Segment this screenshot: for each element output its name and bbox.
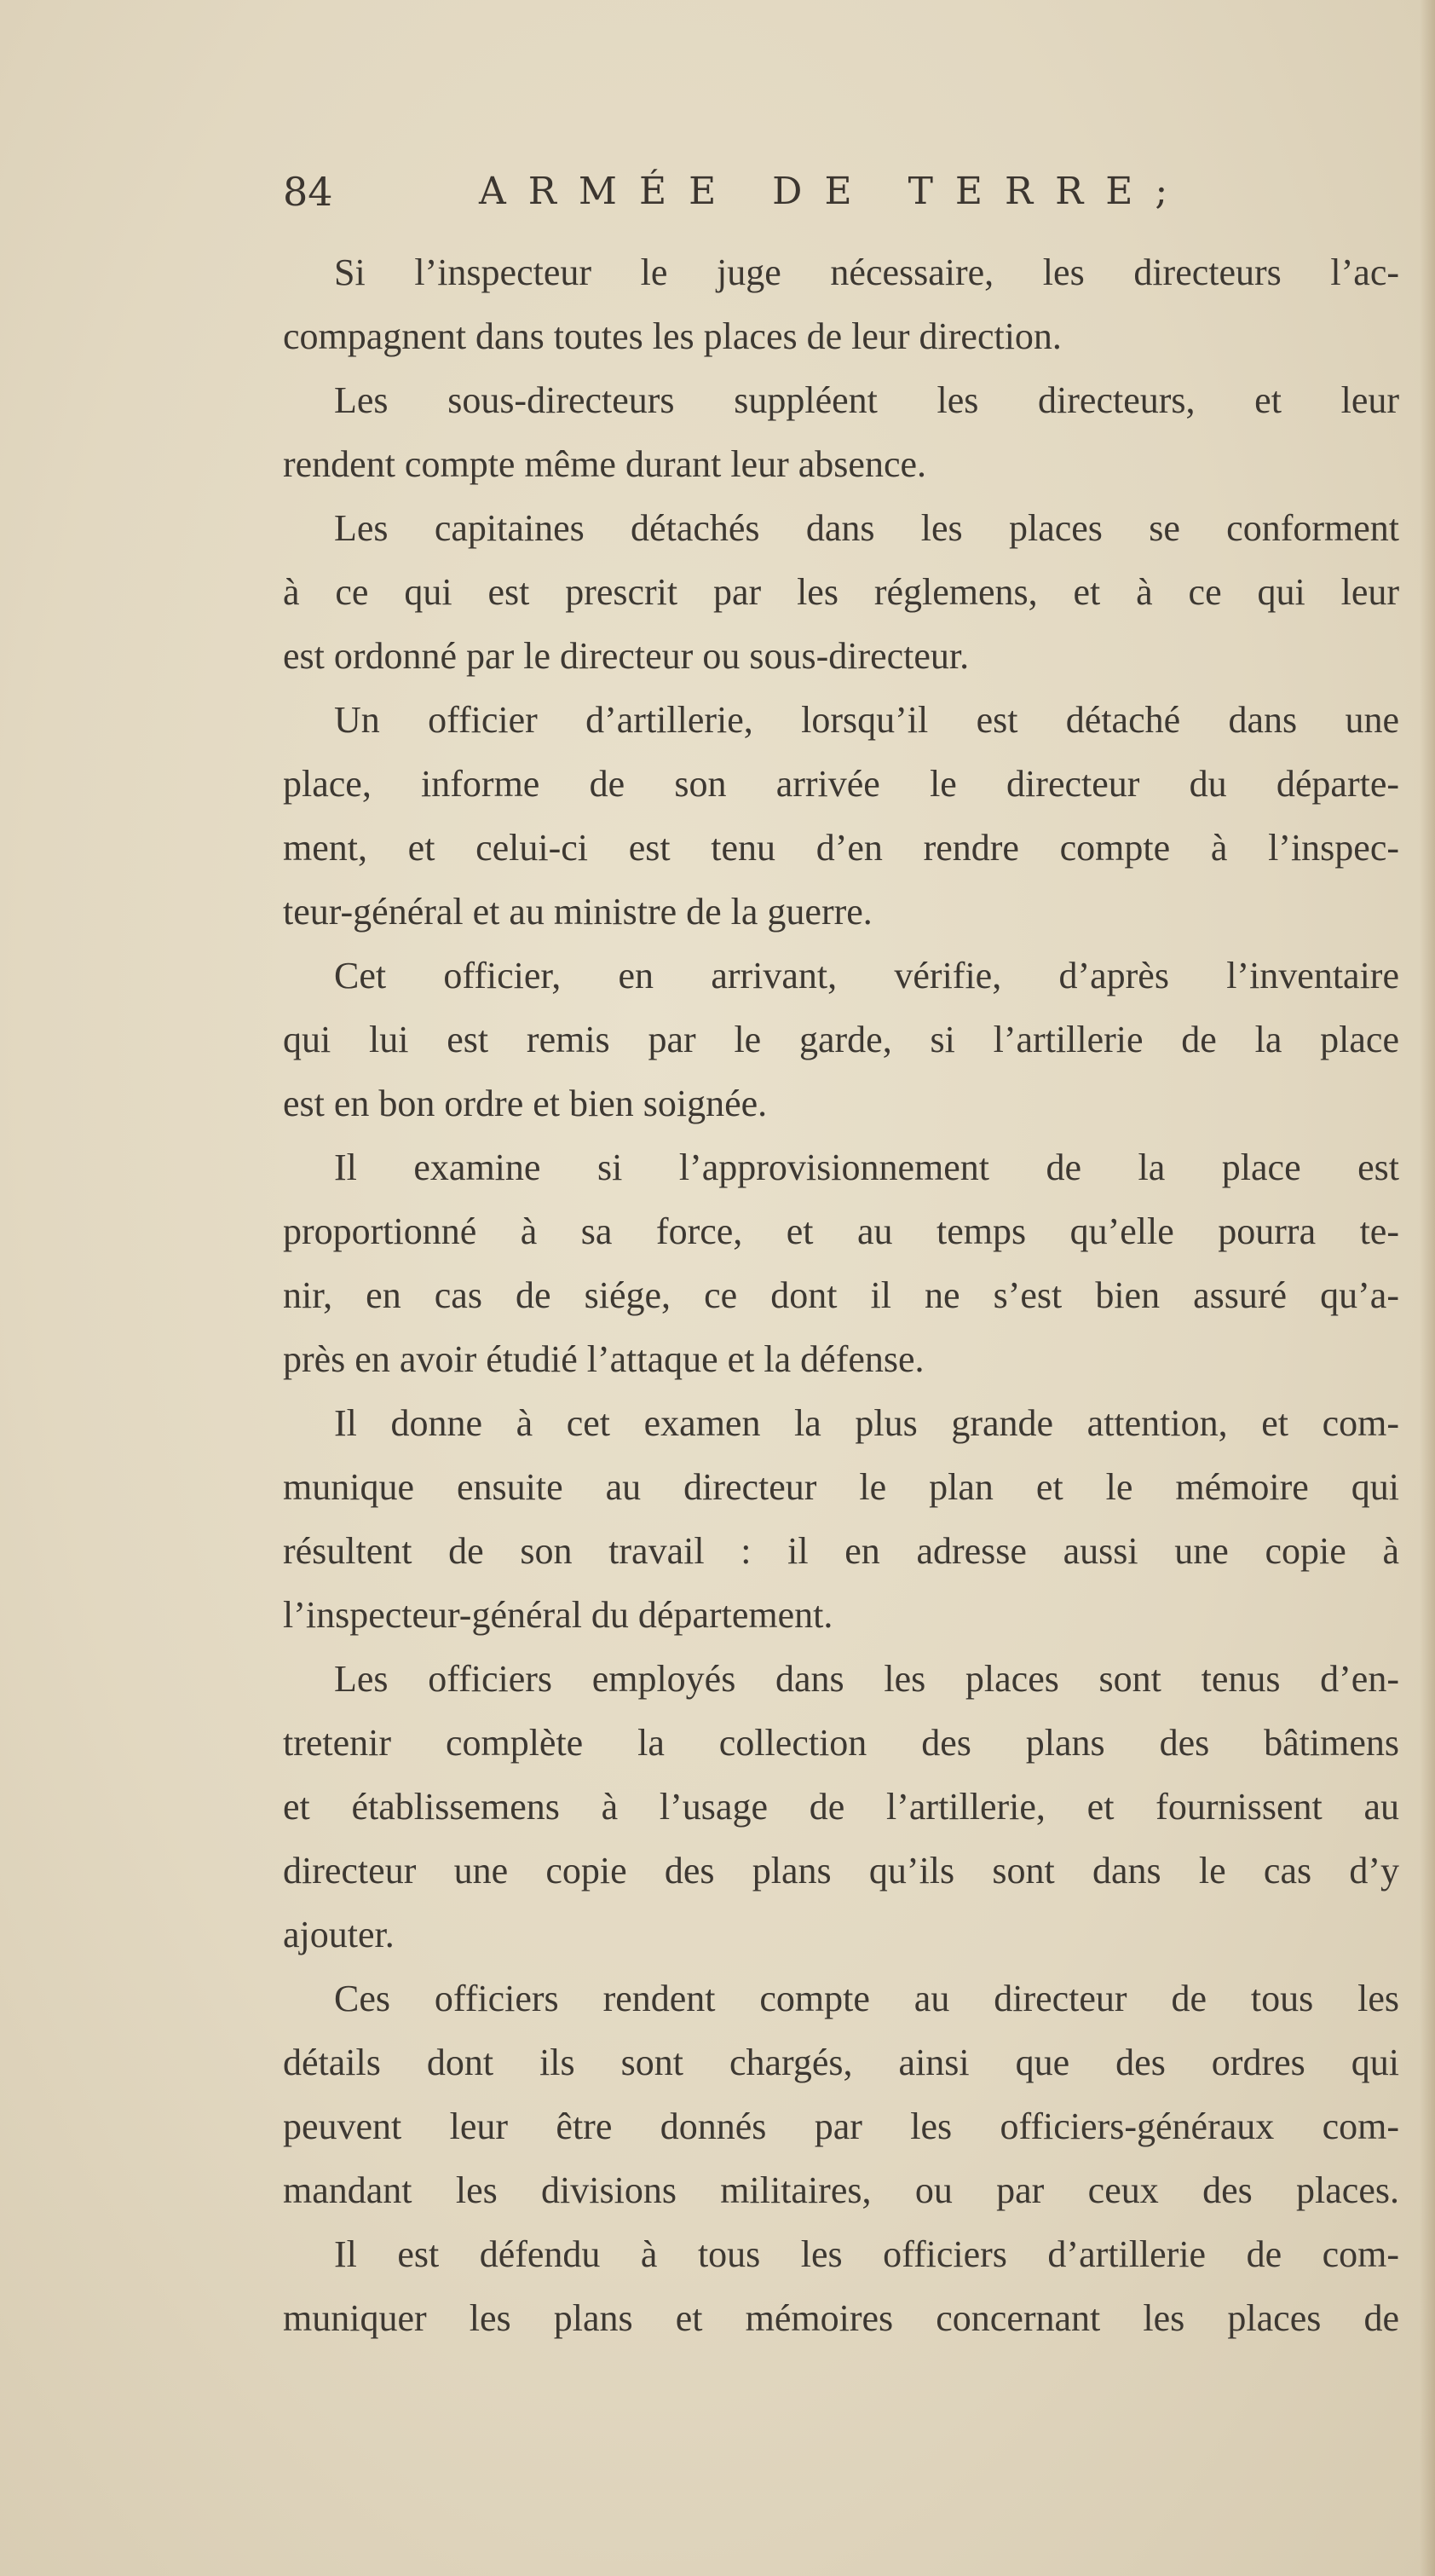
text-line: Les sous-directeurs suppléent les directeurs, et leur bbox=[334, 379, 1399, 421]
text-line: ajouter. bbox=[283, 1914, 395, 1955]
text-line: l’inspecteur-général du département. bbox=[283, 1594, 833, 1636]
text-line: Les capitaines détachés dans les places se conforment bbox=[334, 507, 1399, 549]
text-line: détails dont ils sont chargés, ainsi que des ordres qui bbox=[283, 2042, 1399, 2083]
text-line: muniquer les plans et mémoires concernant les places de bbox=[283, 2297, 1399, 2339]
text-line: à ce qui est prescrit par les réglemens, et à ce qui leur bbox=[283, 571, 1399, 613]
text-line: près en avoir étudié l’attaque et la défense. bbox=[283, 1338, 925, 1380]
text-line: proportionné à sa force, et au temps qu’elle pourra te- bbox=[283, 1210, 1399, 1252]
text-line: et établissemens à l’usage de l’artillerie, et fournissent au bbox=[283, 1786, 1399, 1828]
text-line: ment, et celui-ci est tenu d’en rendre compte à l’inspec- bbox=[283, 827, 1399, 869]
text-line: résultent de son travail : il en adresse aussi une copie à bbox=[283, 1530, 1399, 1572]
text-line: Les officiers employés dans les places sont tenus d’en- bbox=[334, 1658, 1399, 1700]
text-line: qui lui est remis par le garde, si l’artillerie de la place bbox=[283, 1019, 1399, 1060]
text-line: nir, en cas de siége, ce dont il ne s’est bien assuré qu’a- bbox=[283, 1274, 1399, 1316]
page-gutter-shadow bbox=[1420, 0, 1435, 2576]
text-line: Un officier d’artillerie, lorsqu’il est détaché dans une bbox=[334, 699, 1399, 741]
text-line: munique ensuite au directeur le plan et le mémoire qui bbox=[283, 1466, 1399, 1508]
text-line: Ces officiers rendent compte au directeur de tous les bbox=[334, 1978, 1399, 2019]
text-line: place, informe de son arrivée le directeur du départe- bbox=[283, 763, 1399, 805]
text-line: compagnent dans toutes les places de leur direction. bbox=[283, 315, 1062, 357]
text-line: tretenir complète la collection des plans des bâtimens bbox=[283, 1722, 1399, 1764]
text-line: peuvent leur être donnés par les officiers-généraux com- bbox=[283, 2105, 1399, 2147]
text-line: directeur une copie des plans qu’ils sont dans le cas d’y bbox=[283, 1850, 1399, 1892]
text-line: Cet officier, en arrivant, vérifie, d’après l’inventaire bbox=[334, 955, 1399, 996]
page-header bbox=[283, 162, 1399, 222]
text-line: Il est défendu à tous les officiers d’artillerie de com- bbox=[334, 2233, 1399, 2275]
text-line: rendent compte même durant leur absence. bbox=[283, 443, 927, 485]
text-line: est ordonné par le directeur ou sous-directeur. bbox=[283, 635, 970, 677]
text-line: teur-général et au ministre de la guerre. bbox=[283, 891, 873, 933]
text-line: mandant les divisions militaires, ou par ceux des places. bbox=[283, 2169, 1399, 2211]
text-line: Il examine si l’approvisionnement de la place est bbox=[334, 1146, 1399, 1188]
running-title: ARMÉE DE TERRE; bbox=[479, 170, 1190, 213]
text-line: Il donne à cet examen la plus grande attention, et com- bbox=[334, 1402, 1399, 1444]
page-number: 84 bbox=[283, 169, 333, 215]
text-line: Si l’inspecteur le juge nécessaire, les directeurs l’ac- bbox=[334, 251, 1399, 293]
text-line: est en bon ordre et bien soignée. bbox=[283, 1083, 768, 1124]
body-text bbox=[283, 240, 1399, 2350]
